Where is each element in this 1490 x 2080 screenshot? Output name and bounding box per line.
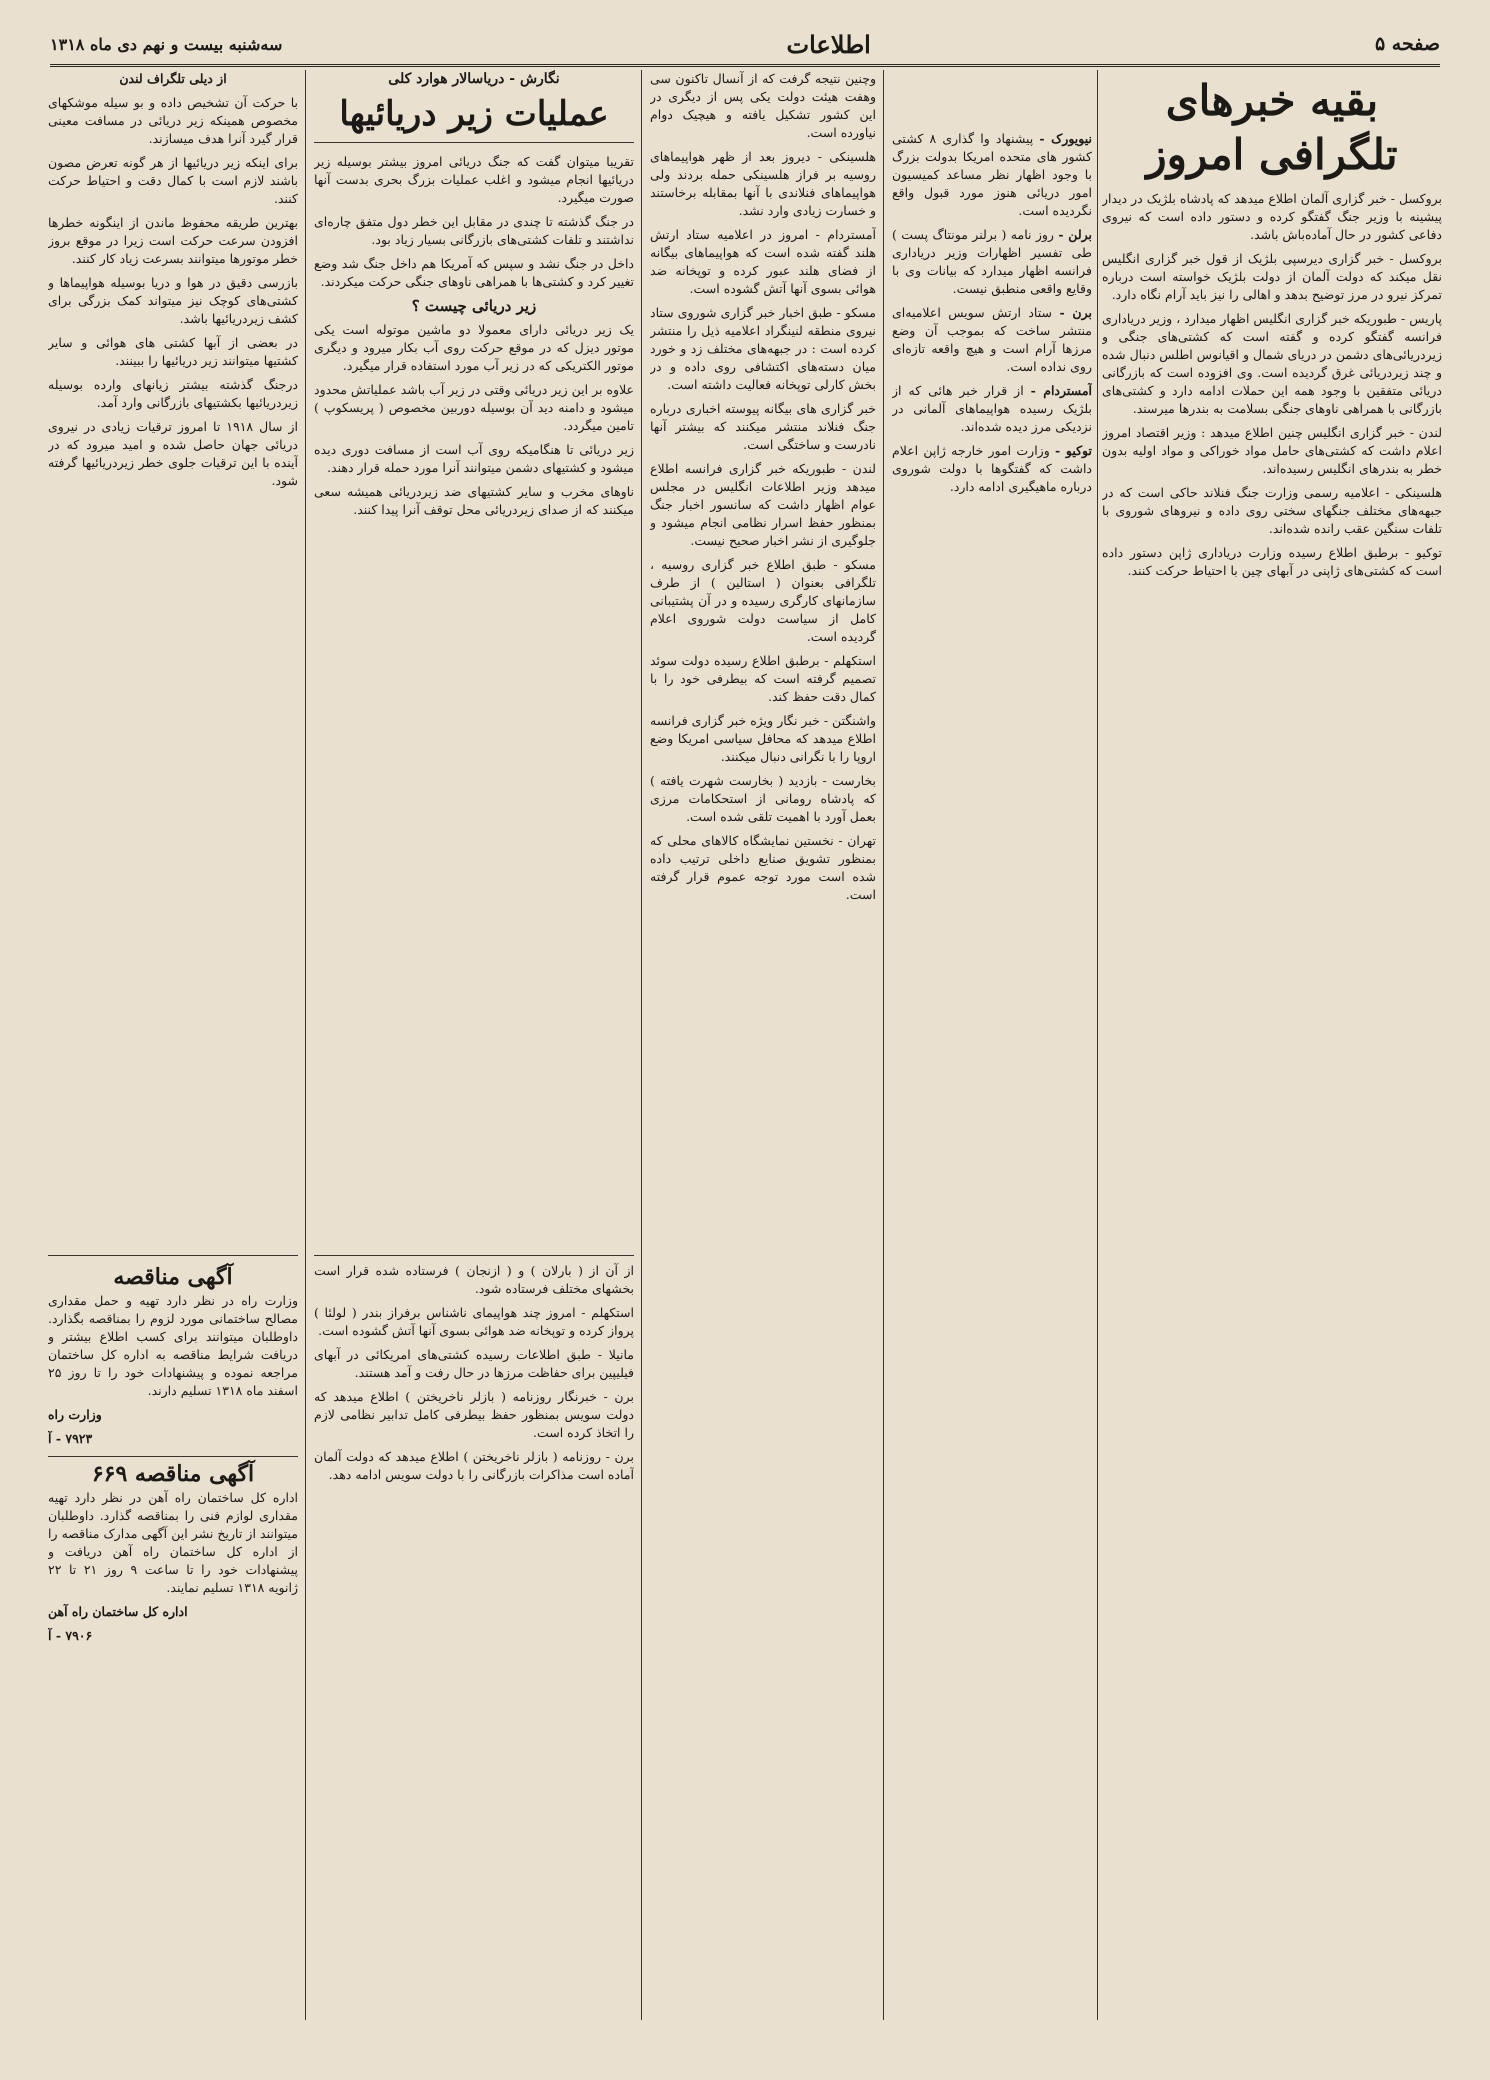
dispatch-dateline: برلن - xyxy=(1058,227,1092,242)
dispatch-dateline: آمستردام - xyxy=(1030,383,1092,398)
ad-signature: وزارت راه xyxy=(48,1407,102,1422)
news-paragraph: برن - خبرنگار روزنامه ( بازلر ناخریختن ) اطلاع میدهد که دولت سویس بمنظور حفظ بیطرفی کامل تدابیر نظامی لازم را اتخاذ کرده است. xyxy=(314,1389,634,1440)
dispatch-item xyxy=(892,442,1092,496)
paper-name: اطلاعات xyxy=(786,29,871,59)
news-paragraph: از آن از ( بارلان ) و ( ازنجان ) فرستاده شده قرار است بخشهای مختلف فرستاده شود. xyxy=(314,1263,634,1296)
article-paragraph: بهترین طریقه محفوظ ماندن از اینگونه خطرها افزودن سرعت حرکت است زیرا در موقع بروز خطر موتورها میتوانند بسرعت زیاد کار کنند. xyxy=(48,215,298,266)
source-note: از دیلی تلگراف لندن xyxy=(119,71,227,86)
news-paragraph: خبر گزاری های بیگانه پیوسته اخباری درباره جنگ فنلاند منتشر میکنند که بیشتر آنها نادرست و ساختگی است. xyxy=(650,401,876,452)
ad-text: اداره کل ساختمان راه آهن در نظر دارد تهیه مقداری لوازم فنی را بمناقصه گذارد. داوطلبان میتوانند از تاریخ نشر این آگهی مدارک مناقصه را از اداره کل ساختمان راه آهن دریافت و پیشنهادات خود را تا ساعت ۹ روز ۲۱ تا ۲۲ ژانویه ۱۳۱۸ تسلیم نمایند. xyxy=(48,1490,298,1595)
column-dispatches xyxy=(892,130,1092,2080)
news-paragraph: توکیو - برطبق اطلاع رسیده وزارت دریاداری ژاپن دستور داده است که کشتی‌های ژاپنی در آبهای چین با احتیاط حرکت کنند. xyxy=(1102,545,1442,578)
news-paragraph: واشنگتن - خبر نگار ویژه خبر گزاری فرانسه اطلاع میدهد که محافل سیاسی امریکا وضع اروپا را با نگرانی دنبال میکنند. xyxy=(650,713,876,764)
news-paragraph: بخارست - بازدید ( بخارست شهرت یافته ) که پادشاه رومانی از استحکامات مرزی بعمل آورد با اهمیت تلقی شده است. xyxy=(650,773,876,824)
article-paragraph: تقریبا میتوان گفت که جنگ دریائی امروز بیشتر بوسیله زیر دریائیها انجام میشود و اغلب عملیات بزرگ بحری بدست آنها صورت میگیرد. xyxy=(314,154,634,205)
news-paragraph: استکهلم - برطبق اطلاع رسیده دولت سوئد تصمیم گرفته است که بیطرفی خود را با کمال دقت حفظ کند. xyxy=(650,653,876,704)
issue-date: سه‌شنبه بیست و نهم دی ماه ۱۳۱۸ xyxy=(50,34,283,54)
ad-title: آگهی مناقصه xyxy=(113,1264,233,1290)
article-paragraph: زیر دریائی تا هنگامیکه روی آب است از مسافت دوری دیده میشود و کشتیهای دشمن میتوانند آنرا مورد حمله قرار دهند. xyxy=(314,442,634,475)
news-paragraph: آمستردام - امروز در اعلامیه ستاد ارتش هلند گفته شده است که هواپیماهای بیگانه از فضای هلند عبور کرده و توپخانه ضد هوائی بسوی آنها آتش گشوده است. xyxy=(650,227,876,296)
article-paragraph: با حرکت آن تشخیص داده و بو سیله موشکهای مخصوص همینکه زیر دریائی در مسافت معینی قرار گیرد آنرا هدف میسازند. xyxy=(48,95,298,146)
article-paragraph: داخل در جنگ نشد و سپس که آمریکا هم داخل جنگ شد وضع تغییر کرد و کشتی‌ها با همراهی ناوهای جنگی حرکت میکردند. xyxy=(314,256,634,289)
news-paragraph: هلسینکی - دیروز بعد از ظهر هواپیماهای روسیه بر فراز هلسینکی حمله بردند ولی هواپیماهای فنلاندی با آنها بمقابله برخاستند و خسارت زیادی وارد نشد. xyxy=(650,149,876,218)
dispatch-text: از قرار خبر هائی که از بلژیک رسیده هواپیماهای آلمانی در نزدیکی مرز دیده شده‌اند. xyxy=(892,383,1092,434)
column-bottom-news xyxy=(314,1262,634,2022)
article-paragraph: برای اینکه زیر دریائیها از هر گونه تعرض مصون باشند لازم است با کمال دقت و احتیاط حرکت کنند. xyxy=(48,155,298,206)
article-paragraph: در بعضی از آبها کشتی های هوائی و سایر کشتیها میتوانند زیر دریائیها را ببینند. xyxy=(48,335,298,368)
column-rule xyxy=(883,70,884,2020)
column-rule xyxy=(1097,70,1098,2020)
article-paragraph: در جنگ گذشته تا چندی در مقابل این خطر دول متفق چاره‌ای نداشتند و تلفات کشتی‌های بازرگانی بسیار زیاد بود. xyxy=(314,214,634,247)
news-paragraph: لندن - خبر گزاری انگلیس چنین اطلاع میدهد : وزیر اقتصاد امروز اعلام داشت که کشتی‌های حامل مواد خوراکی و مواد اولیه بدون خطر به بندرهای انگلیس رسیده‌اند. xyxy=(1102,425,1442,476)
ad-code: ۷۹۲۳ - آ xyxy=(48,1431,93,1446)
dispatch-text: ستاد ارتش سویس اعلامیه‌ای منتشر ساخت که بموجب آن وضع مرزها آرام است و هیچ واقعه تازه‌ای روی نداده است. xyxy=(892,305,1092,374)
section-rule xyxy=(48,1255,298,1256)
dispatch-text: پیشنهاد وا گذاری ۸ کشتی کشور های متحده امریکا بدولت بزرگ با وجود اظهار نظر مساعد کمیسیون امور دریائی هنوز مورد قبول واقع نگردیده است. xyxy=(892,131,1092,218)
ads-section xyxy=(48,1262,298,2022)
dispatch-text: وزارت امور خارجه ژاپن اعلام داشت که گفتگوها با دولت شوروی درباره ماهیگیری ادامه دارد. xyxy=(892,443,1092,494)
dispatch-item xyxy=(892,382,1092,436)
column-foreign-news xyxy=(650,70,876,2020)
dispatch-dateline: برن - xyxy=(1059,305,1092,320)
column-article-continued xyxy=(48,70,298,1250)
article-headline: عملیات زیر دریائیها xyxy=(314,92,634,143)
article-paragraph: از سال ۱۹۱۸ تا امروز ترقیات زیادی در نیروی دریائی جهان حاصل شده و امید میرود که در آینده با این ترقیات جلوی خطر زیردریائیها گرفته شود. xyxy=(48,419,298,488)
ad-title: آگهی مناقصه ۶۶۹ xyxy=(91,1461,255,1487)
news-paragraph: برن - روزنامه ( بازلر ناخریختن ) اطلاع میدهد که دولت آلمان آماده است مذاکرات بازرگانی را با دولت سویس ادامه دهد. xyxy=(314,1449,634,1482)
headline-telegraph-news: بقیه خبرهای تلگرافی امروز xyxy=(1146,76,1398,179)
dispatch-text: روز نامه ( برلنر مونتاگ پست ) طی تفسیر اظهارات وزیر دریاداری فرانسه اظهار میدارد که بیانات وی با وقایع واقعی منطبق نیست. xyxy=(892,227,1092,296)
dispatch-dateline: توکیو - xyxy=(1055,443,1092,458)
article-paragraph: علاوه بر این زیر دریائی وقتی در زیر آب باشد عملیاتش محدود میشود و دامنه دید آن بوسیله دوربین مخصوص ( پریسکوپ ) تامین میگردد. xyxy=(314,382,634,433)
news-paragraph: استکهلم - امروز چند هواپیمای ناشناس برفراز بندر ( لولئا ) پرواز کرده و توپخانه ضد هوائی بسوی آنها آتش گشوده است. xyxy=(314,1305,634,1338)
ad-text: وزارت راه در نظر دارد تهیه و حمل مقداری مصالح ساختمانی مورد لزوم را بمناقصه بگذارد. داوطلبان میتوانند برای کسب اطلاع بیشتر و دریافت شرایط مناقصه به اداره کل ساختمان مراجعه نموده و پیشنهادات خود را تا روز ۲۵ اسفند ماه ۱۳۱۸ تسلیم دارند. xyxy=(48,1293,298,1398)
dispatch-item xyxy=(892,226,1092,298)
column-telegraph-news xyxy=(1102,70,1442,2020)
news-paragraph: بروکسل - خبر گزاری آلمان اطلاع میدهد که پادشاه بلژیک در دیدار پیشینه با وزیر جنگ گفتگو کرده و دستور داده است که نیروی دفاعی کشور در حال آماده‌باش باشد. xyxy=(1102,191,1442,242)
article-paragraph: درجنگ گذشته بیشتر زیانهای وارده بوسیله زیردریائیها بکشتیهای بازرگانی وارد آمد. xyxy=(48,377,298,410)
section-rule xyxy=(314,1255,634,1256)
news-paragraph: لندن - طبوریکه خبر گزاری فرانسه اطلاع میدهد وزیر اطلاعات انگلیس در مجلس عوام اظهار داشت که سانسور اخبار جنگ بمنظور حفظ اسرار نظامی انجام میشود و جلوگیری از نشر اخبار صحیح نیست. xyxy=(650,461,876,548)
article-paragraph: ناوهای مخرب و سایر کشتیهای ضد زیردریائی همیشه سعی میکنند که از صدای زیردریائی محل توقف آنرا پیدا کنند. xyxy=(314,484,634,517)
news-paragraph: تهران - نخستین نمایشگاه کالاهای محلی که بمنظور تشویق صنایع داخلی ترتیب داده شده است مورد توجه عموم قرار گرفته است. xyxy=(650,833,876,902)
news-paragraph: وچنین نتیجه گرفت که از آنسال تاکنون سی وهفت هیئت دولت یکی پس از دیگری در این کشور تشکیل یافته و هیچیک دوام نیاورده است. xyxy=(650,71,876,140)
ad-separator xyxy=(48,1456,298,1457)
news-paragraph: مسکو - طبق اخبار خبر گزاری شوروی ستاد نیروی منطقه لنینگراد اعلامیه ذیل را منتشر کرده است : در جبهه‌های مختلف زد و خورد میان دسته‌های اکتشافی روی داده و در بخش کارلی توپخانه فعالیت داشته است. xyxy=(650,305,876,392)
news-paragraph: بروکسل - خبر گزاری دیرسپی بلژیک از قول خبر گزاری انگلیس نقل میکند که دولت آلمان از دولت بلژیک خواسته است درباره تمرکز نیرو در مرز توضیح بدهد و اهالی را نیز باید آرام نگاه دارد. xyxy=(1102,251,1442,302)
column-rule xyxy=(641,70,642,2020)
ad-code: ۷۹۰۶ - آ xyxy=(48,1628,93,1643)
dispatch-item xyxy=(892,304,1092,376)
ad-signature: اداره کل ساختمان راه آهن xyxy=(48,1604,188,1619)
news-paragraph: مسکو - طبق اطلاع خبر گزاری روسیه ، تلگرافی بعنوان ( استالین ) از طرف سازمانهای کارگری رسیده و در آن پشتیبانی کامل از سیاست دولت شوروی اعلام گردیده است. xyxy=(650,557,876,644)
article-paragraph: یک زیر دریائی دارای معمولا دو ماشین موتوله است یکی موتور دیزل که در موقع حرکت روی آب بکار میرود و دیگری موتور الکتریکی که در زیر آب مورد استفاده قرار میگیرد. xyxy=(314,322,634,373)
masthead xyxy=(50,24,1440,67)
news-paragraph: پاریس - طبوریکه خبر گزاری انگلیس اظهار میدارد ، وزیر دریاداری فرانسه گفتگو کرده و گفته است که کشتی‌های جنگی و زیردریائی‌های دشمن در دریای شمال و اقیانوس اطلس دنبال شده و چند زیردریائی غرق گردیده است. وی افزوده است که بازرگانی دریائی متفقین با وجود همه این حملات ادامه دارد و کشتی‌های بازرگانی با همراهی ناوهای جنگی بسلامت به بندرها میرسند. xyxy=(1102,311,1442,416)
column-rule xyxy=(305,70,306,2020)
article-paragraph: بازرسی دقیق در هوا و دریا بوسیله هواپیماها و کشتی‌های کوچک نیز میتواند کمک بزرگی برای کشف زیردریائیها باشد. xyxy=(48,275,298,326)
column-submarine-article xyxy=(314,70,634,1250)
article-byline: نگارش - دریاسالار هوارد کلی xyxy=(388,71,560,87)
dispatch-item xyxy=(892,130,1092,220)
news-paragraph: مانیلا - طبق اطلاعات رسیده کشتی‌های امریکائی در آبهای فیلیپین برای حفاظت مرزها در حال رفت و آمد هستند. xyxy=(314,1347,634,1380)
news-paragraph: هلسینکی - اعلامیه رسمی وزارت جنگ فنلاند حاکی است که در جبهه‌های مختلف جنگهای سختی روی داده و نیروهای شوروی با تلفات سنگین عقب رانده شده‌اند. xyxy=(1102,485,1442,536)
dispatch-dateline: نیویورک - xyxy=(1039,131,1092,146)
page-number: صفحه ۵ xyxy=(1374,33,1440,55)
article-subhead: زیر دریائی چیست ؟ xyxy=(411,297,537,315)
